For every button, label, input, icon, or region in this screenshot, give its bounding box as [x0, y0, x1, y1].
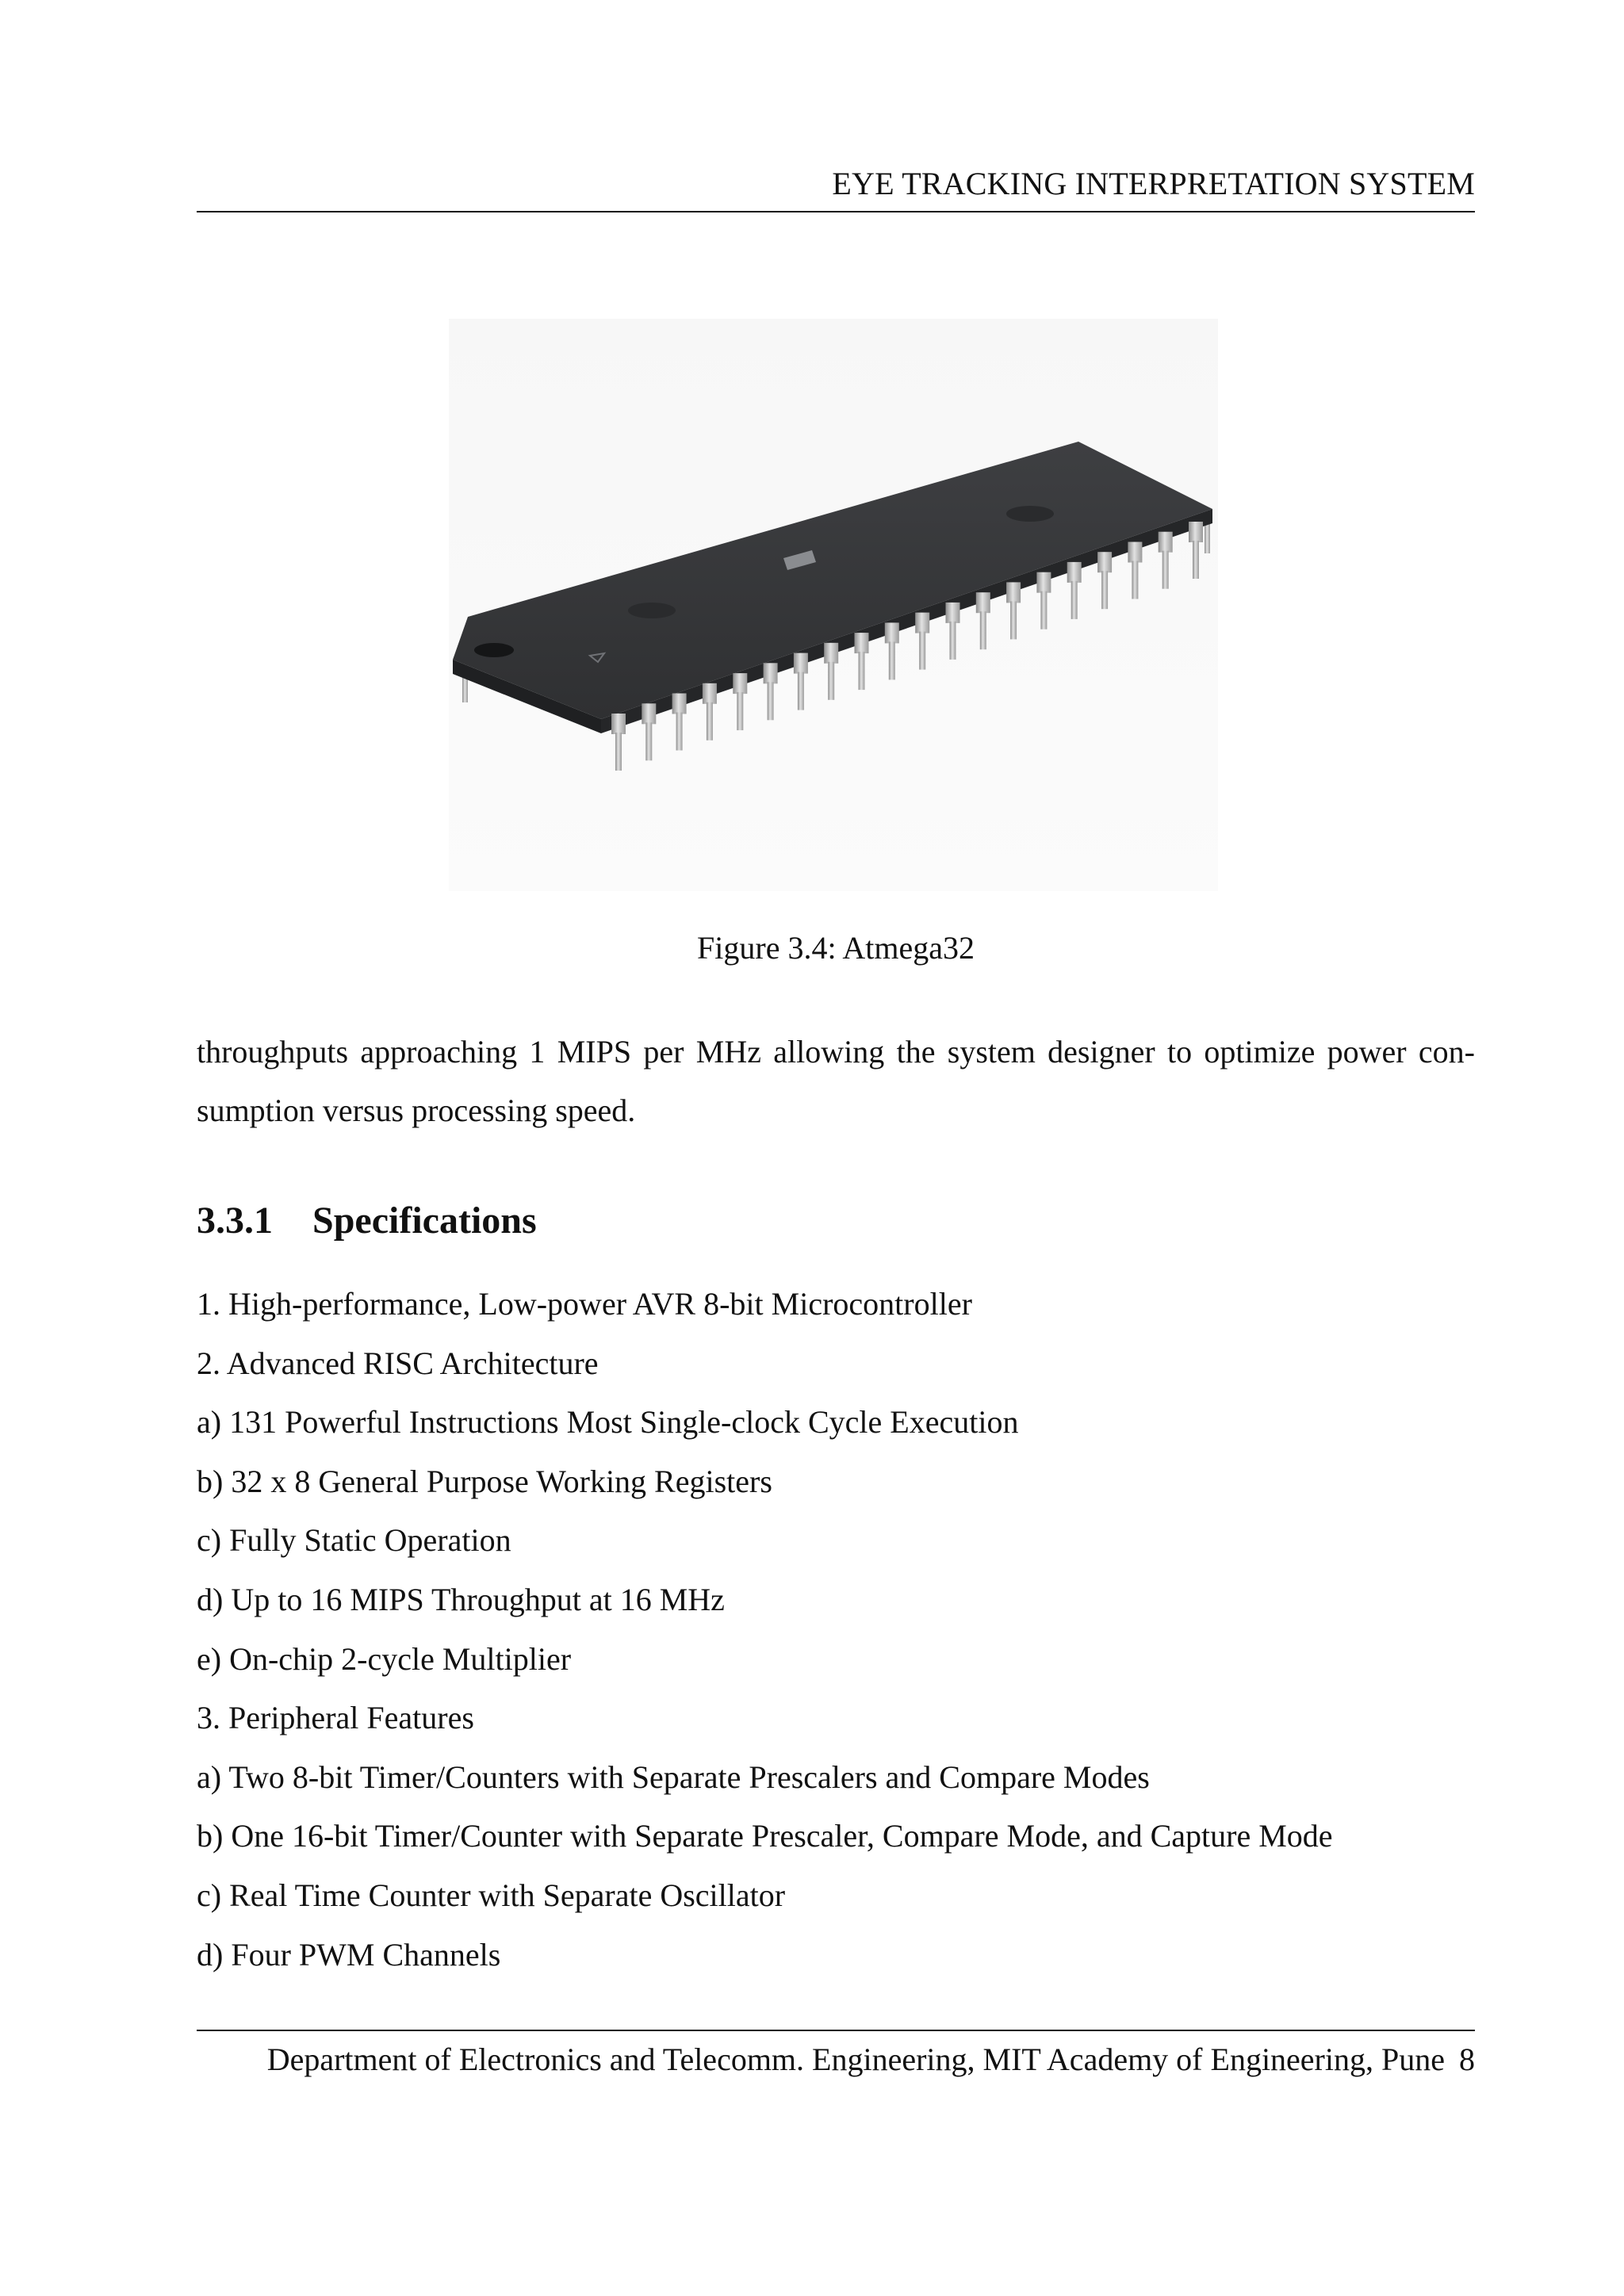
- section-heading: [197, 1199, 537, 1242]
- list-item: c) Real Time Counter with Separate Oscillator: [197, 1877, 786, 1913]
- figure-caption: Figure 3.4: Atmega32: [697, 930, 975, 966]
- dip-40-ic-chip-photo: [449, 319, 1218, 891]
- pin1-notch: [474, 643, 514, 657]
- figure-atmega32: [449, 319, 1218, 891]
- list-item: 2. Advanced RISC Architecture: [197, 1345, 599, 1381]
- specifications-list: [197, 1284, 1475, 1994]
- list-item: 3. Peripheral Features: [197, 1700, 474, 1736]
- list-item: c) Fully Static Operation: [197, 1522, 511, 1559]
- list-item: b) 32 x 8 General Purpose Working Registers: [197, 1463, 772, 1499]
- page-number: 8: [1459, 2042, 1475, 2077]
- list-item: e) On-chip 2-cycle Multiplier: [197, 1640, 572, 1677]
- header-rule: [197, 211, 1475, 212]
- list-item: 1. High-performance, Low-power AVR 8-bit Microcontroller: [197, 1286, 972, 1322]
- body-paragraph: [197, 1023, 1475, 1140]
- paragraph-line-1: throughputs approaching 1 MIPS per MHz allowing the system designer to optimize power con-: [197, 1034, 1475, 1070]
- section-title: Specifications: [312, 1200, 537, 1242]
- section-number: 3.3.1: [197, 1200, 273, 1242]
- list-item: d) Up to 16 MIPS Throughput at 16 MHz: [197, 1581, 725, 1617]
- ejector-mark-left: [628, 603, 676, 618]
- paragraph-line-2: sumption versus processing speed.: [197, 1093, 636, 1128]
- list-item: a) 131 Powerful Instructions Most Single-clock Cycle Execution: [197, 1404, 1019, 1441]
- footer-department: Department of Electronics and Telecomm. Engineering, MIT Academy of Engineering, Pune: [266, 2042, 1445, 2077]
- footer-rule: [197, 2030, 1475, 2031]
- page-footer: [197, 2041, 1475, 2078]
- list-item: b) One 16-bit Timer/Counter with Separate Prescaler, Compare Mode, and Capture Mode: [197, 1818, 1333, 1854]
- running-header: EYE TRACKING INTERPRETATION SYSTEM: [832, 166, 1475, 201]
- list-item: a) Two 8-bit Timer/Counters with Separate Prescalers and Compare Modes: [197, 1758, 1150, 1795]
- list-item: d) Four PWM Channels: [197, 1936, 501, 1973]
- ejector-mark-right: [1006, 506, 1054, 522]
